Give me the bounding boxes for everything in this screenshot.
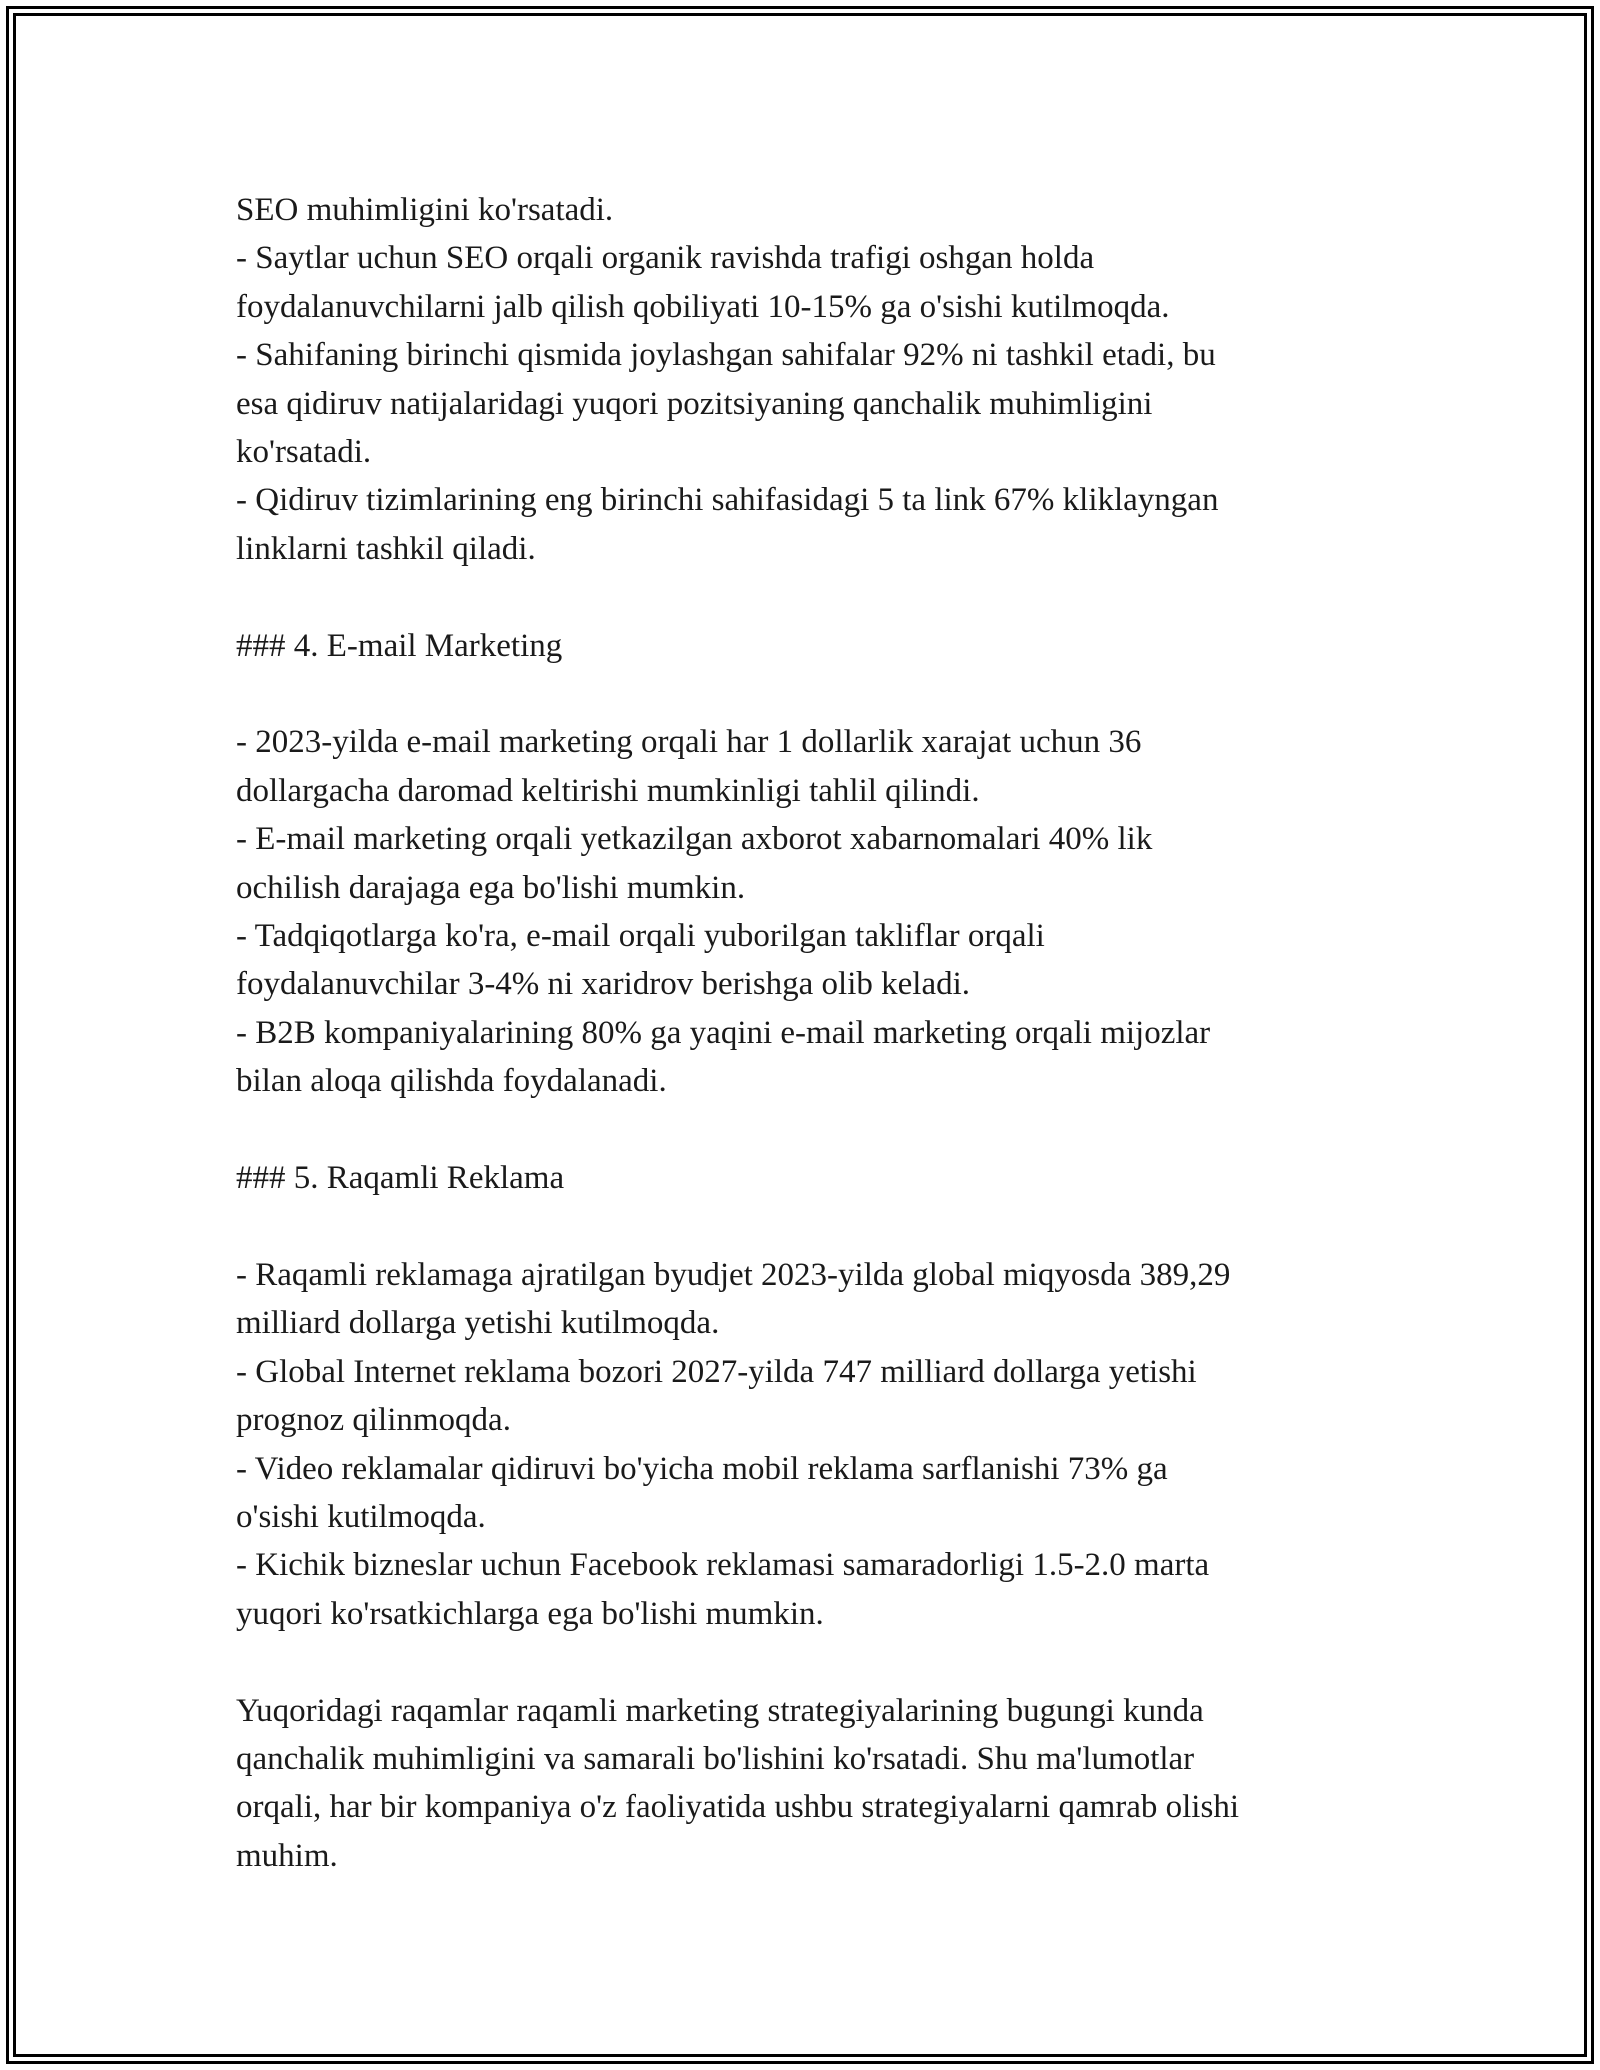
text-line: SEO muhimligini ko'rsatadi. — [236, 192, 614, 228]
text-line: - Video reklamalar qidiruvi bo'yicha mobil reklama sarflanishi 73% ga — [236, 1450, 1168, 1487]
text-line: - Raqamli reklamaga ajratilgan byudjet 2023-yilda global miqyosda 389,29 — [236, 1256, 1231, 1293]
text-line: foydalanuvchilar 3-4% ni xaridrov berishga olib keladi. — [236, 966, 971, 1003]
text-line: - Global Internet reklama bozori 2027-yilda 747 milliard dollarga yetishi — [236, 1353, 1197, 1390]
text-line: muhim. — [236, 1837, 338, 1874]
blank-line — [236, 1638, 1366, 1686]
text-line: - E-mail marketing orqali yetkazilgan axborot xabarnomalari 40% lik — [236, 821, 1153, 858]
blank-line — [236, 573, 1366, 621]
text-line: dollargacha daromad keltirishi mumkinligi tahlil qilindi. — [236, 772, 980, 809]
text-line: - Kichik bizneslar uchun Facebook reklamasi samaradorligi 1.5-2.0 marta — [236, 1547, 1210, 1584]
text-line: - 2023-yilda e-mail marketing orqali har 1 dollarlik xarajat uchun 36 — [236, 724, 1142, 761]
section-heading: ### 4. E-mail Marketing — [236, 627, 563, 664]
text-line: - Qidiruv tizimlarining eng birinchi sahifasidagi 5 ta link 67% kliklayngan — [236, 482, 1219, 519]
text-line: linklarni tashkil qiladi. — [236, 530, 536, 567]
text-line: - Tadqiqotlarga ko'ra, e-mail orqali yuborilgan takliflar orqali — [236, 918, 1045, 955]
text-line: milliard dollarga yetishi kutilmoqda. — [236, 1305, 720, 1342]
text-line: - B2B kompaniyalarining 80% ga yaqini e-mail marketing orqali mijozlar — [236, 1014, 1211, 1051]
blank-line — [236, 670, 1366, 718]
text-line: ko'rsatadi. — [236, 434, 372, 471]
blank-line — [236, 1106, 1366, 1154]
text-line: orqali, har bir kompaniya o'z faoliyatida ushbu strategiyalarni qamrab olishi — [236, 1789, 1239, 1826]
text-line: ochilish darajaga ega bo'lishi mumkin. — [236, 869, 746, 906]
section-heading: ### 5. Raqamli Reklama — [236, 1160, 565, 1197]
text-line: yuqori ko'rsatkichlarga ega bo'lishi mumkin. — [236, 1595, 824, 1632]
text-line: Yuqoridagi raqamlar raqamli marketing strategiyalarining bugungi kunda — [236, 1692, 1204, 1729]
text-line: esa qidiruv natijalaridagi yuqori pozitsiyaning qanchalik muhimligini — [236, 385, 1153, 422]
text-line: bilan aloqa qilishda foydalanadi. — [236, 1063, 667, 1100]
text-line: - Sahifaning birinchi qismida joylashgan sahifalar 92% ni tashkil etadi, bu — [236, 337, 1216, 374]
text-line: qanchalik muhimligini va samarali bo'lishini ko'rsatadi. Shu ma'lumotlar — [236, 1740, 1195, 1777]
text-line: o'sishi kutilmoqda. — [236, 1498, 486, 1535]
text-line: - Saytlar uchun SEO orqali organik ravishda trafigi oshgan holda — [236, 240, 1095, 277]
document-body — [236, 186, 1366, 1880]
text-line: prognoz qilinmoqda. — [236, 1402, 511, 1439]
blank-line — [236, 1202, 1366, 1250]
text-line: foydalanuvchilarni jalb qilish qobiliyati 10-15% ga o'sishi kutilmoqda. — [236, 288, 1170, 325]
